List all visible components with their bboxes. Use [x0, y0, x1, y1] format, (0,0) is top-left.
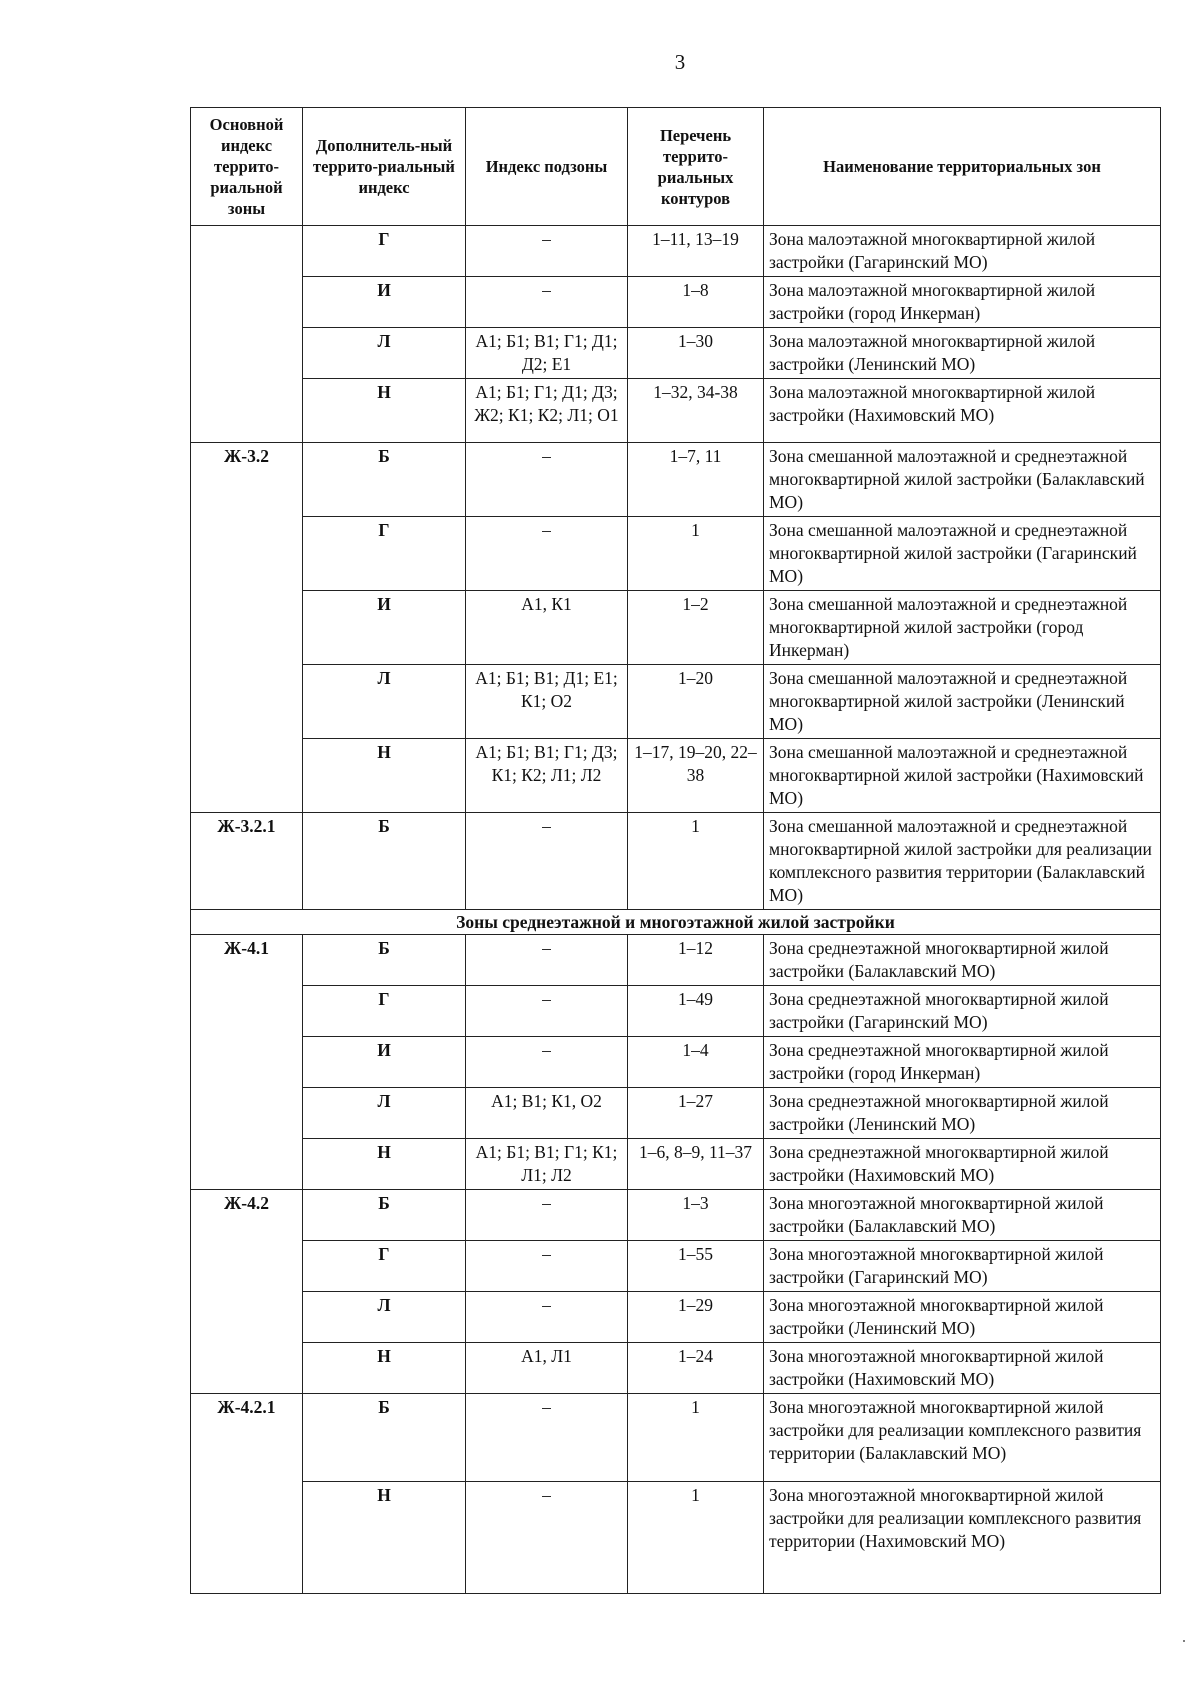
contours-cell: 1–12 [628, 935, 764, 986]
table-header [191, 108, 1161, 226]
scan-speck [1183, 1640, 1185, 1642]
table-row [191, 1241, 1161, 1292]
zone-name-cell: Зона многоэтажной многоквартирной жилой застройки (Ленинский МО) [764, 1292, 1161, 1343]
additional-index-cell: Л [303, 1292, 466, 1343]
section-title: Зоны среднеэтажной и многоэтажной жилой застройки [191, 910, 1161, 935]
additional-index-cell: Н [303, 1343, 466, 1394]
additional-index-cell: Б [303, 1190, 466, 1241]
table-row [191, 517, 1161, 591]
additional-index-cell: Г [303, 517, 466, 591]
subzone-index-cell: – [466, 1190, 628, 1241]
contours-cell: 1 [628, 813, 764, 910]
contours-cell: 1–27 [628, 1088, 764, 1139]
main-index-cell: Ж-3.2.1 [191, 813, 303, 910]
subzone-index-cell: – [466, 1241, 628, 1292]
zone-name-cell: Зона смешанной малоэтажной и среднеэтажной многоквартирной жилой застройки (город Инкерман) [764, 591, 1161, 665]
table-row [191, 1088, 1161, 1139]
subzone-index-cell: А1; Б1; В1; Г1; К1; Л1; Л2 [466, 1139, 628, 1190]
header-subzone-index: Индекс подзоны [466, 108, 628, 226]
table-row [191, 328, 1161, 379]
main-index-cell [191, 226, 303, 443]
additional-index-cell: Б [303, 1394, 466, 1482]
contours-cell: 1–30 [628, 328, 764, 379]
subzone-index-cell: – [466, 986, 628, 1037]
section-row [191, 910, 1161, 935]
header-contours-list: Перечень террито-риальных контуров [628, 108, 764, 226]
zone-name-cell: Зона среднеэтажной многоквартирной жилой застройки (Балаклавский МО) [764, 935, 1161, 986]
subzone-index-cell: А1, Л1 [466, 1343, 628, 1394]
zone-name-cell: Зона смешанной малоэтажной и среднеэтажной многоквартирной жилой застройки (Нахимовский МО) [764, 739, 1161, 813]
zones-table [190, 107, 1161, 1594]
additional-index-cell: Б [303, 443, 466, 517]
main-index-cell: Ж-3.2 [191, 443, 303, 813]
subzone-index-cell: – [466, 935, 628, 986]
zone-name-cell: Зона среднеэтажной многоквартирной жилой застройки (Гагаринский МО) [764, 986, 1161, 1037]
zone-name-cell: Зона многоэтажной многоквартирной жилой застройки для реализации комплексного развития территории (Нахимовский МО) [764, 1482, 1161, 1594]
zone-name-cell: Зона многоэтажной многоквартирной жилой застройки (Нахимовский МО) [764, 1343, 1161, 1394]
subzone-index-cell: А1; В1; К1, О2 [466, 1088, 628, 1139]
subzone-index-cell: – [466, 517, 628, 591]
zone-name-cell: Зона смешанной малоэтажной и среднеэтажной многоквартирной жилой застройки (Гагаринский МО) [764, 517, 1161, 591]
subzone-index-cell: – [466, 226, 628, 277]
contours-cell: 1 [628, 517, 764, 591]
zone-name-cell: Зона малоэтажной многоквартирной жилой застройки (Нахимовский МО) [764, 379, 1161, 443]
table-row [191, 443, 1161, 517]
zone-name-cell: Зона среднеэтажной многоквартирной жилой застройки (Нахимовский МО) [764, 1139, 1161, 1190]
contours-cell: 1–6, 8–9, 11–37 [628, 1139, 764, 1190]
table-row [191, 813, 1161, 910]
contours-cell: 1–17, 19–20, 22–38 [628, 739, 764, 813]
contours-cell: 1–55 [628, 1241, 764, 1292]
subzone-index-cell: А1; Б1; В1; Г1; Д3; К1; К2; Л1; Л2 [466, 739, 628, 813]
additional-index-cell: Б [303, 813, 466, 910]
table-row [191, 1292, 1161, 1343]
subzone-index-cell: – [466, 1482, 628, 1594]
zone-name-cell: Зона многоэтажной многоквартирной жилой застройки (Балаклавский МО) [764, 1190, 1161, 1241]
table-row [191, 935, 1161, 986]
additional-index-cell: Н [303, 379, 466, 443]
additional-index-cell: Л [303, 1088, 466, 1139]
subzone-index-cell: А1; Б1; Г1; Д1; Д3; Ж2; К1; К2; Л1; О1 [466, 379, 628, 443]
table-row [191, 379, 1161, 443]
table-row [191, 665, 1161, 739]
zone-name-cell: Зона малоэтажной многоквартирной жилой застройки (Гагаринский МО) [764, 226, 1161, 277]
zone-name-cell: Зона среднеэтажной многоквартирной жилой застройки (город Инкерман) [764, 1037, 1161, 1088]
table-body [191, 226, 1161, 1594]
subzone-index-cell: – [466, 1394, 628, 1482]
table-row [191, 1037, 1161, 1088]
subzone-index-cell: А1, К1 [466, 591, 628, 665]
additional-index-cell: И [303, 277, 466, 328]
header-zone-name: Наименование территориальных зон [764, 108, 1161, 226]
zone-name-cell: Зона малоэтажной многоквартирной жилой застройки (Ленинский МО) [764, 328, 1161, 379]
zone-name-cell: Зона среднеэтажной многоквартирной жилой застройки (Ленинский МО) [764, 1088, 1161, 1139]
zone-name-cell: Зона смешанной малоэтажной и среднеэтажной многоквартирной жилой застройки (Ленинский МО) [764, 665, 1161, 739]
additional-index-cell: Г [303, 1241, 466, 1292]
additional-index-cell: И [303, 1037, 466, 1088]
contours-cell: 1–3 [628, 1190, 764, 1241]
table-row [191, 1139, 1161, 1190]
additional-index-cell: Л [303, 665, 466, 739]
contours-cell: 1–49 [628, 986, 764, 1037]
table-row [191, 226, 1161, 277]
contours-cell: 1–32, 34-38 [628, 379, 764, 443]
zone-name-cell: Зона смешанной малоэтажной и среднеэтажной многоквартирной жилой застройки (Балаклавский МО) [764, 443, 1161, 517]
subzone-index-cell: – [466, 1292, 628, 1343]
page-number: 3 [674, 50, 686, 74]
table-row [191, 1482, 1161, 1594]
additional-index-cell: Г [303, 986, 466, 1037]
table-row [191, 277, 1161, 328]
contours-cell: 1–2 [628, 591, 764, 665]
additional-index-cell: Н [303, 1139, 466, 1190]
contours-cell: 1–7, 11 [628, 443, 764, 517]
additional-index-cell: Н [303, 739, 466, 813]
contours-cell: 1–4 [628, 1037, 764, 1088]
subzone-index-cell: – [466, 277, 628, 328]
zone-name-cell: Зона смешанной малоэтажной и среднеэтажной многоквартирной жилой застройки для реализации комплексного развития территории (Балаклавский МО) [764, 813, 1161, 910]
subzone-index-cell: – [466, 813, 628, 910]
contours-cell: 1–24 [628, 1343, 764, 1394]
table-row [191, 1394, 1161, 1482]
main-index-cell: Ж-4.2 [191, 1190, 303, 1394]
contours-cell: 1–8 [628, 277, 764, 328]
zone-name-cell: Зона многоэтажной многоквартирной жилой застройки (Гагаринский МО) [764, 1241, 1161, 1292]
table-row [191, 1343, 1161, 1394]
header-main-index: Основной индекс террито-риальной зоны [191, 108, 303, 226]
additional-index-cell: И [303, 591, 466, 665]
table-row [191, 591, 1161, 665]
additional-index-cell: Б [303, 935, 466, 986]
subzone-index-cell: А1; Б1; В1; Г1; Д1; Д2; Е1 [466, 328, 628, 379]
contours-cell: 1 [628, 1482, 764, 1594]
subzone-index-cell: – [466, 1037, 628, 1088]
contours-cell: 1–20 [628, 665, 764, 739]
main-index-cell: Ж-4.2.1 [191, 1394, 303, 1594]
subzone-index-cell: А1; Б1; В1; Д1; Е1; К1; О2 [466, 665, 628, 739]
contours-cell: 1–11, 13–19 [628, 226, 764, 277]
header-additional-index: Дополнитель-ный террито-риальный индекс [303, 108, 466, 226]
contours-cell: 1–29 [628, 1292, 764, 1343]
table-row [191, 986, 1161, 1037]
subzone-index-cell: – [466, 443, 628, 517]
table-row [191, 1190, 1161, 1241]
zone-name-cell: Зона многоэтажной многоквартирной жилой застройки для реализации комплексного развития территории (Балаклавский МО) [764, 1394, 1161, 1482]
zone-name-cell: Зона малоэтажной многоквартирной жилой застройки (город Инкерман) [764, 277, 1161, 328]
contours-cell: 1 [628, 1394, 764, 1482]
additional-index-cell: Л [303, 328, 466, 379]
additional-index-cell: Н [303, 1482, 466, 1594]
table-row [191, 739, 1161, 813]
main-index-cell: Ж-4.1 [191, 935, 303, 1190]
additional-index-cell: Г [303, 226, 466, 277]
